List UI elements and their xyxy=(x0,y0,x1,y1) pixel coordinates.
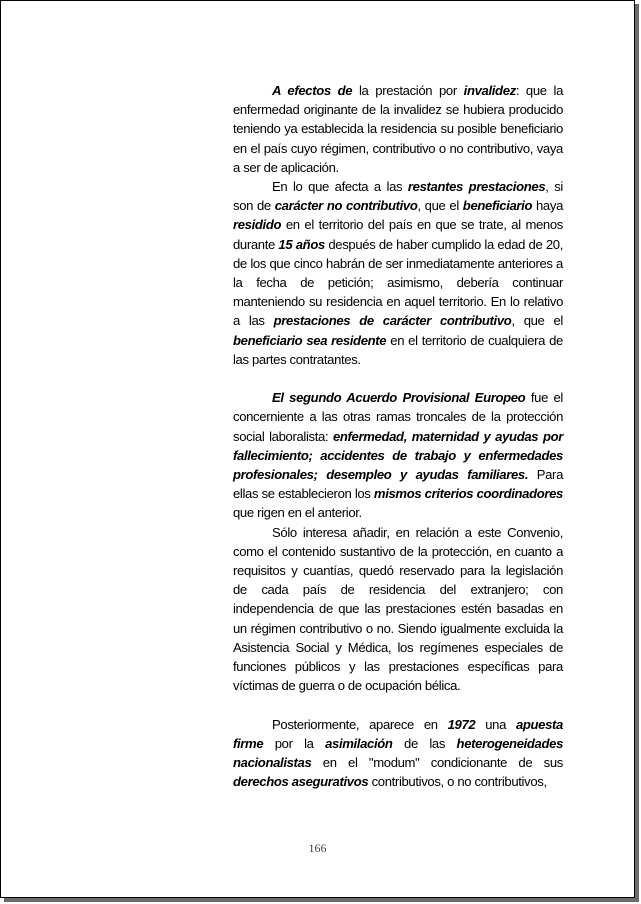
emphasis-text: 1972 xyxy=(447,716,476,732)
emphasis-text: beneficiario xyxy=(462,198,533,214)
emphasis-text: invalidez xyxy=(463,83,516,98)
text-run: contributivos, o no contributivos, xyxy=(368,774,547,790)
text-run: En lo que afecta a las xyxy=(272,179,408,195)
text-run: por la xyxy=(263,735,326,751)
text-run: , si son de xyxy=(233,179,563,214)
emphasis-text: 15 años xyxy=(278,236,325,252)
body-text xyxy=(233,81,563,791)
text-run: , que el xyxy=(417,198,463,214)
paragraph xyxy=(233,523,563,696)
emphasis-text: residido xyxy=(233,217,282,233)
text-run: que rigen en el anterior. xyxy=(233,505,362,521)
text-run: la prestación por xyxy=(352,83,464,98)
text-run: , que el xyxy=(511,313,563,329)
emphasis-text: mismos criterios coordinadores xyxy=(373,486,563,502)
paragraph xyxy=(233,715,563,792)
paragraph xyxy=(233,388,563,522)
emphasis-text: prestaciones de carácter contributivo xyxy=(273,313,512,329)
text-run: Sólo interesa añadir, en relación a este Convenio, como el contenido sustantivo de la protección, en cuanto a requisitos y cuantías, quedó reservado para la legislación de cada país de residencia del extranjero; con independencia de que las prestaciones estén basadas en un régimen contributivo o no. Siendo igualmente excluida la Asistencia Social y Médica, los regímenes especiales de funciones públicos y las prestaciones específicas para víctimas de guerra o de ocupación bélica. xyxy=(233,524,563,694)
emphasis-text: derechos asegurativos xyxy=(233,774,369,790)
text-run: en el territorio del país en que se trate, al menos durante xyxy=(233,217,563,252)
page-number: 166 xyxy=(308,841,327,855)
text-run: Posteriormente, aparece en xyxy=(272,716,448,732)
emphasis-text: A efectos de xyxy=(272,83,353,98)
text-run: en el territorio de cualquiera de las partes contratantes. xyxy=(233,332,563,367)
emphasis-text: heterogeneidades nacionalistas xyxy=(233,735,564,771)
paragraph xyxy=(233,81,563,177)
text-run: una xyxy=(475,716,516,732)
text-run: de las xyxy=(392,735,457,751)
text-run: después de haber cumplido la edad de 20, de los que cinco habrán de ser inmediatamente anteriores a la fecha de petición; asimismo, debería continuar manteniendo su residencia en aquel territorio. En lo relativo a las xyxy=(233,236,563,329)
text-run: fue el concerniente a las otras ramas troncales de la protección social laboralista: xyxy=(233,390,563,444)
text-run: Para ellas se establecieron los xyxy=(233,467,563,502)
text-run: en el "modum" condicionante de sus xyxy=(311,755,563,771)
text-run: : que la enfermedad originante de la invalidez se hubiera producido teniendo ya establecida la residencia su posible beneficiario en el país cuyo régimen, contributivo o no contributivo, vaya a ser de aplicación. xyxy=(233,83,563,175)
paragraph xyxy=(233,177,563,369)
text-run: haya xyxy=(532,198,563,214)
emphasis-text: carácter no contributivo xyxy=(274,198,418,214)
emphasis-text: apuesta firme xyxy=(233,716,563,751)
emphasis-text: restantes prestaciones xyxy=(407,179,546,195)
emphasis-text: beneficiario sea residente xyxy=(233,332,387,348)
emphasis-text: enfermedad, maternidad y ayudas por fallecimiento; accidentes de trabajo y enfermedades profesionales; desempleo y ayudas familiares. xyxy=(233,428,563,483)
emphasis-text: El segundo Acuerdo Provisional Europeo xyxy=(272,390,526,406)
emphasis-text: asimilación xyxy=(325,735,393,751)
